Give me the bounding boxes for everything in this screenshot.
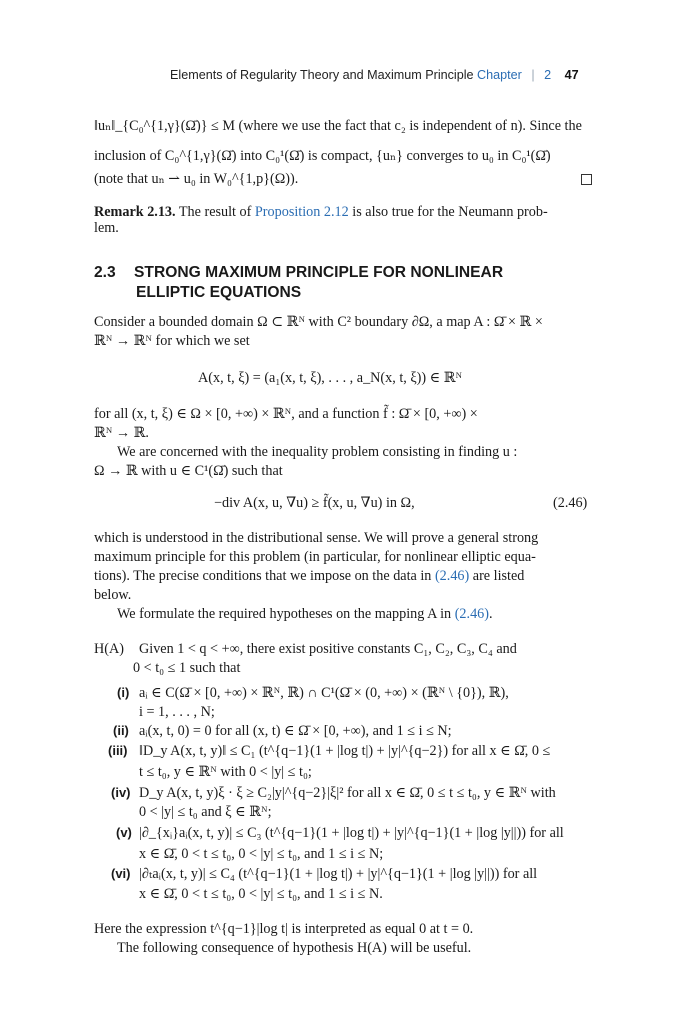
body-p5-text-after: . (488, 606, 493, 622)
header-separator: | (531, 68, 535, 82)
hypothesis-item-line-2: 0 < |y| ≤ t₀ and ξ ∈ ℝᴺ; (139, 804, 272, 820)
remark-label: Remark 2.13. (94, 204, 176, 220)
body-p4-line-3 (94, 565, 524, 587)
remark-line-1 (94, 201, 548, 223)
hypothesis-item-label: (iii) (108, 743, 128, 758)
body-p4-line-4: below. (94, 587, 132, 603)
body-p3-line-1: We are concerned with the inequality problem consisting in finding u : (117, 444, 518, 460)
section-title-line-1: STRONG MAXIMUM PRINCIPLE FOR NONLINEAR (134, 264, 504, 281)
hypothesis-item-line-2: i = 1, . . . , N; (139, 704, 215, 720)
section-title-line-2: ELLIPTIC EQUATIONS (136, 284, 302, 301)
body-p4-text-after: are listed (472, 568, 525, 584)
proof-line-1: ‖uₙ‖_{C₀^{1,γ}(Ω̄)} ≤ M (where we use the fact that c₂ is independent of n). Since the (94, 118, 582, 134)
hypothesis-item-line-1: D_y A(x, t, y)ξ · ξ ≥ C₂|y|^{q−2}|ξ|² for all x ∈ Ω̄, 0 ≤ t ≤ t₀, y ∈ ℝᴺ with (139, 785, 556, 801)
qed-box-icon (581, 174, 592, 185)
section-heading (94, 262, 503, 283)
remark-line-2: lem. (94, 220, 119, 236)
hypothesis-item-line-2: x ∈ Ω̄, 0 < t ≤ t₀, 0 < |y| ≤ t₀, and 1 ≤ i ≤ N. (139, 886, 383, 902)
running-header (170, 68, 579, 82)
remark-text-after: is also true for the Neumann prob- (352, 204, 548, 220)
equation-2-46: −div A(x, u, ∇u) ≥ f̃(x, u, ∇u) in Ω, (214, 495, 415, 511)
page-number: 47 (564, 68, 579, 82)
chapter-number: 2 (544, 68, 552, 82)
body-p5-text-before: We formulate the required hypotheses on the mapping A in (117, 606, 452, 622)
chapter-label: Chapter (477, 68, 522, 82)
equation-2-46-link[interactable]: (2.46) (434, 568, 470, 584)
body-p2-line-1: for all (x, t, ξ) ∈ Ω × [0, +∞) × ℝᴺ, and a function f̃ : Ω̄ × [0, +∞) × (94, 406, 478, 422)
proposition-link[interactable]: Proposition 2.12 (254, 204, 349, 220)
body-p1-line-2: ℝᴺ → ℝᴺ for which we set (94, 333, 250, 349)
equation-A-definition: A(x, t, ξ) = (a₁(x, t, ξ), . . . , a_N(x, t, ξ)) ∈ ℝᴺ (198, 370, 463, 386)
closing-line-2: The following consequence of hypothesis H(A) will be useful. (117, 940, 472, 956)
body-p3-line-2: Ω → ℝ with u ∈ C¹(Ω̄) such that (94, 463, 283, 479)
body-p5-line (117, 603, 493, 625)
hypothesis-item-line-1: |∂_{xᵢ}aᵢ(x, t, y)| ≤ C₃ (t^{q−1}(1 + |log t|) + |y|^{q−1}(1 + |log |y||)) for all (139, 825, 564, 841)
hypothesis-item-line-2: t ≤ t₀, y ∈ ℝᴺ with 0 < |y| ≤ t₀; (139, 764, 312, 780)
hypothesis-intro-line-1: Given 1 < q < +∞, there exist positive constants C₁, C₂, C₃, C₄ and (139, 641, 517, 657)
body-p2-line-2: ℝᴺ → ℝ. (94, 425, 149, 441)
hypothesis-item-label: (ii) (113, 723, 129, 738)
hypothesis-item-label: (v) (116, 825, 132, 840)
hypothesis-item-line-1: aᵢ(x, t, 0) = 0 for all (x, t) ∈ Ω̄ × [0, +∞), and 1 ≤ i ≤ N; (139, 723, 452, 739)
hypothesis-item-line-1: aᵢ ∈ C(Ω̄ × [0, +∞) × ℝᴺ, ℝ) ∩ C¹(Ω̄ × (0, +∞) × (ℝᴺ \ {0}), ℝ), (139, 685, 509, 701)
hypothesis-item-line-1: |∂ₜaᵢ(x, t, y)| ≤ C₄ (t^{q−1}(1 + |log t|) + |y|^{q−1}(1 + |log |y||)) for all (139, 866, 538, 882)
body-p1-line-1: Consider a bounded domain Ω ⊂ ℝᴺ with C² boundary ∂Ω, a map A : Ω̄ × ℝ × (94, 314, 543, 330)
body-p4-line-1: which is understood in the distributional sense. We will prove a general strong (94, 530, 539, 546)
closing-line-1: Here the expression t^{q−1}|log t| is interpreted as equal 0 at t = 0. (94, 921, 474, 937)
hypothesis-intro-line-2: 0 < t₀ ≤ 1 such that (133, 660, 241, 676)
proof-line-3: (note that uₙ ⇀ u₀ in W₀^{1,p}(Ω)). (94, 171, 299, 187)
section-number: 2.3 (94, 264, 116, 281)
hypothesis-item-line-1: ‖D_y A(x, t, y)‖ ≤ C₁ (t^{q−1}(1 + |log t|) + |y|^{q−2}) for all x ∈ Ω̄, 0 ≤ (139, 743, 551, 759)
body-p4-line-2: maximum principle for this problem (in particular, for nonlinear elliptic equa- (94, 549, 536, 565)
equation-2-46-label: (2.46) (553, 495, 588, 511)
remark-text-before: The result of (178, 204, 252, 220)
hypothesis-item-line-2: x ∈ Ω̄, 0 < t ≤ t₀, 0 < |y| ≤ t₀, and 1 ≤ i ≤ N; (139, 846, 384, 862)
running-title: Elements of Regularity Theory and Maximum Principle (170, 68, 474, 82)
body-p4-text-before: tions). The precise conditions that we impose on the data in (94, 568, 432, 584)
equation-2-46-link-2[interactable]: (2.46) (454, 606, 489, 622)
hypothesis-item-label: (vi) (111, 866, 131, 881)
hypothesis-item-label: (iv) (111, 785, 131, 800)
hypothesis-label: H(A) (94, 641, 124, 657)
proof-line-2: inclusion of C₀^{1,γ}(Ω̄) into C₀¹(Ω̄) is compact, {uₙ} converges to u₀ in C₀¹(Ω̄) (94, 148, 551, 164)
hypothesis-item-label: (i) (117, 685, 130, 700)
